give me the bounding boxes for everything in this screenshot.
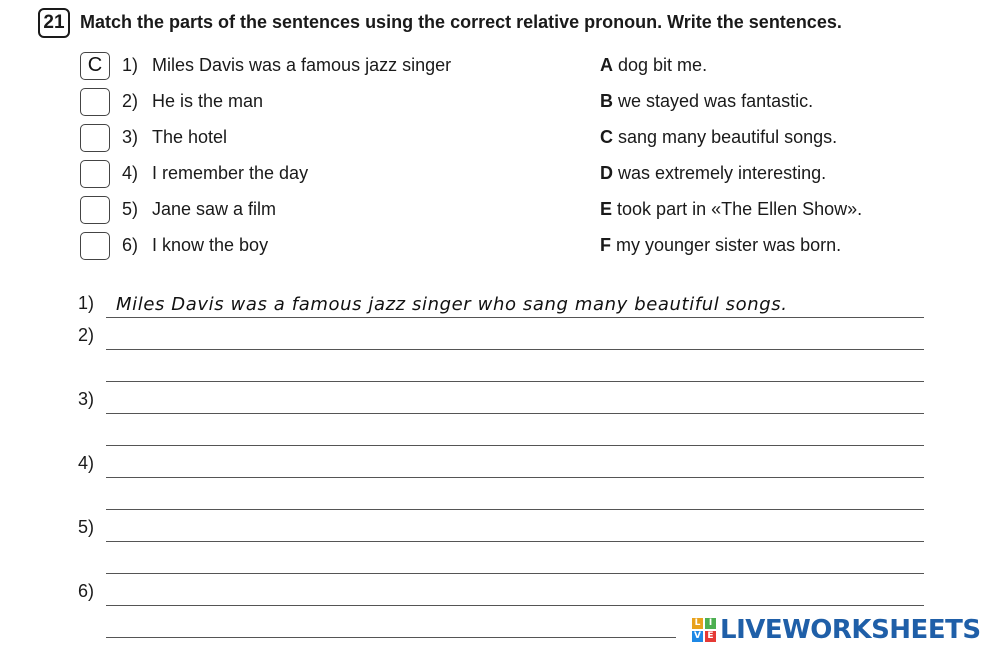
match-row-1 bbox=[80, 52, 960, 82]
sentence-end-text: dog bit me. bbox=[618, 55, 708, 75]
write-line-4[interactable] bbox=[106, 447, 924, 478]
liveworksheets-logo-icon bbox=[692, 618, 716, 642]
sentence-end-text: my younger sister was born. bbox=[616, 235, 842, 255]
match-row-4 bbox=[80, 160, 960, 190]
exercise-number: 21 bbox=[38, 8, 70, 38]
option-letter: A bbox=[600, 55, 613, 75]
answer-box-6[interactable] bbox=[80, 232, 110, 260]
sentence-end-text: was extremely interesting. bbox=[618, 163, 827, 183]
item-number: 5) bbox=[122, 199, 139, 219]
match-row-5 bbox=[80, 196, 960, 226]
answer-box-5[interactable] bbox=[80, 196, 110, 224]
sentence-start-3 bbox=[122, 127, 227, 148]
write-number: 3) bbox=[78, 389, 95, 409]
write-row-2 bbox=[78, 316, 924, 350]
logo-tile-v: V bbox=[692, 631, 703, 642]
sentence-end-a bbox=[600, 55, 707, 76]
match-row-6 bbox=[80, 232, 960, 262]
sentence-end-text: we stayed was fantastic. bbox=[618, 91, 814, 111]
item-number: 4) bbox=[122, 163, 139, 183]
logo-tile-l: L bbox=[692, 618, 703, 629]
option-letter: C bbox=[600, 127, 613, 147]
sentence-end-c bbox=[600, 127, 837, 148]
item-number: 1) bbox=[122, 55, 139, 75]
option-letter: B bbox=[600, 91, 613, 111]
sentence-start-1 bbox=[122, 55, 451, 76]
sentence-end-text: took part in «The Ellen Show». bbox=[617, 199, 863, 219]
answer-box-1[interactable]: C bbox=[80, 52, 110, 80]
sentence-end-text: sang many beautiful songs. bbox=[618, 127, 838, 147]
sentence-start-2 bbox=[122, 91, 263, 112]
logo-tile-i: I bbox=[705, 618, 716, 629]
write-number: 6) bbox=[78, 581, 95, 601]
item-number: 3) bbox=[122, 127, 139, 147]
sentence-end-e bbox=[600, 199, 862, 220]
sentence-start-text: I know the boy bbox=[152, 235, 269, 255]
sentence-start-5 bbox=[122, 199, 276, 220]
option-letter: E bbox=[600, 199, 613, 219]
item-number: 2) bbox=[122, 91, 139, 111]
sentence-end-b bbox=[600, 91, 813, 112]
write-line-6[interactable] bbox=[106, 575, 924, 606]
sentence-start-text: The hotel bbox=[152, 127, 228, 147]
write-number: 4) bbox=[78, 453, 95, 473]
write-row-5 bbox=[78, 508, 924, 542]
sentence-end-d bbox=[600, 163, 826, 184]
write-number: 2) bbox=[78, 325, 95, 345]
write-line-3[interactable] bbox=[106, 383, 924, 414]
write-row-1 bbox=[78, 284, 924, 318]
option-letter: D bbox=[600, 163, 613, 183]
write-line-5[interactable] bbox=[106, 511, 924, 542]
sentence-start-text: He is the man bbox=[152, 91, 264, 111]
sentence-start-text: Jane saw a film bbox=[152, 199, 277, 219]
sentence-start-text: Miles Davis was a famous jazz singer bbox=[152, 55, 452, 75]
option-letter: F bbox=[600, 235, 611, 255]
logo-tile-e: E bbox=[705, 631, 716, 642]
answer-box-3[interactable] bbox=[80, 124, 110, 152]
write-row-6 bbox=[78, 572, 924, 606]
liveworksheets-logo bbox=[692, 614, 981, 646]
sentence-start-text: I remember the day bbox=[152, 163, 309, 183]
write-line-1[interactable] bbox=[106, 287, 924, 318]
written-answer-1: Miles Davis was a famous jazz singer who sang many beautiful songs. bbox=[116, 294, 788, 315]
sentence-start-4 bbox=[122, 163, 308, 184]
write-line-2[interactable] bbox=[106, 319, 924, 350]
write-row-3 bbox=[78, 380, 924, 414]
match-row-3 bbox=[80, 124, 960, 154]
write-number: 5) bbox=[78, 517, 95, 537]
sentence-end-f bbox=[600, 235, 841, 256]
answer-box-4[interactable] bbox=[80, 160, 110, 188]
sentence-start-6 bbox=[122, 235, 268, 256]
logo-text: LIVEWORKSHEETS bbox=[720, 615, 981, 645]
write-line-6-continued[interactable] bbox=[106, 637, 676, 638]
item-number: 6) bbox=[122, 235, 139, 255]
write-number: 1) bbox=[78, 293, 95, 313]
write-row-4 bbox=[78, 444, 924, 478]
answer-box-2[interactable] bbox=[80, 88, 110, 116]
match-row-2 bbox=[80, 88, 960, 118]
exercise-instruction: Match the parts of the sentences using the correct relative pronoun. Write the sentences. bbox=[80, 12, 842, 32]
